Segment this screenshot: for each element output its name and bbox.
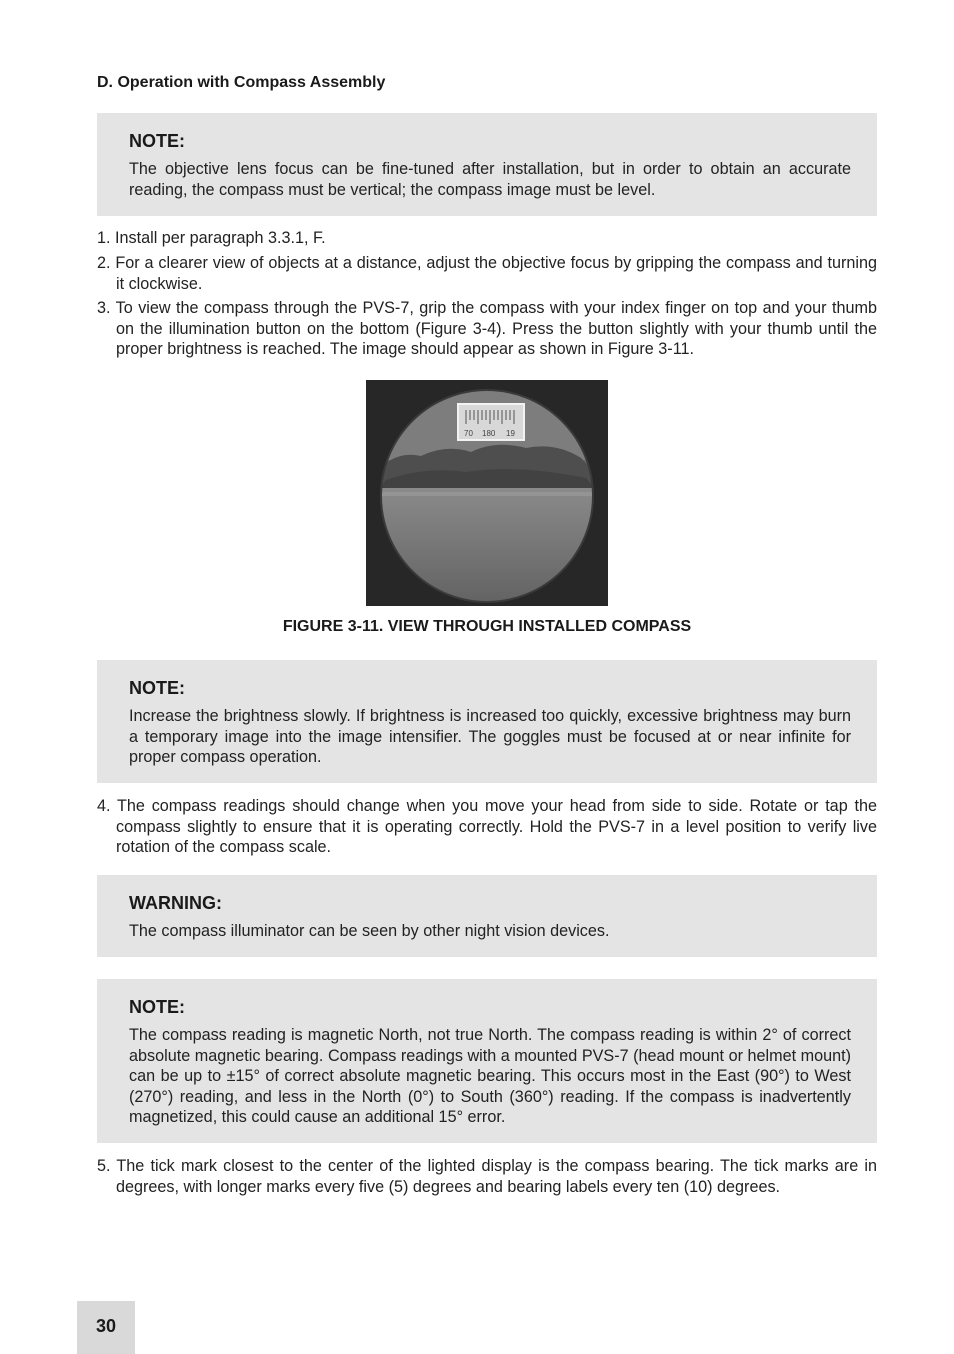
note-box <box>97 979 877 1143</box>
section-heading: D. Operation with Compass Assembly <box>97 74 386 91</box>
page-number-tab <box>77 1301 135 1354</box>
step-5: 5. The tick mark closest to the center of the lighted display is the compass bearing. The tick marks are in degrees, with longer marks every five (5) degrees and bearing labels every ten (10) degrees. <box>97 1157 877 1196</box>
scale-label: 19 <box>506 429 515 438</box>
note-title: NOTE: <box>129 997 185 1017</box>
compass-view-illustration <box>366 380 608 606</box>
step-4: 4. The compass readings should change when you move your head from side to side. Rotate or tap the compass slightly to ensure that it is operating correctly. Hold the PVS-7 in a level position to verify live rotation of the compass scale. <box>97 797 877 857</box>
figure-caption: FIGURE 3-11. VIEW THROUGH INSTALLED COMPASS <box>282 618 692 635</box>
step-1: 1. Install per paragraph 3.3.1, F. <box>97 229 326 247</box>
note-text: The objective lens focus can be fine-tuned after installation, but in order to obtain an accurate reading, the compass must be vertical; the compass image must be level. <box>129 160 851 199</box>
scale-label: 70 <box>464 429 473 438</box>
page-number: 30 <box>95 1316 117 1336</box>
step-3: 3. To view the compass through the PVS-7, grip the compass with your index finger on top and your thumb on the illumination button on the bottom (Figure 3-4). Press the button slightly with your thumb until the proper brightness is reached. The image should appear as shown in Figure 3-11. <box>97 299 877 359</box>
warning-text: The compass illuminator can be seen by other night vision devices. <box>129 922 610 940</box>
warning-box <box>97 875 877 957</box>
note-title: NOTE: <box>129 678 185 698</box>
note-text: The compass reading is magnetic North, not true North. The compass reading is within 2° of correct absolute magnetic bearing. Compass readings with a mounted PVS-7 (head mount or helmet mount) can be up to ±15° of correct absolute magnetic bearing. This occurs most in the East (90°) to West (270°) reading, and less in the North (0°) to South (360°) reading. If the compass is inadvertently magnetized, this could cause an additional 15° error. <box>129 1026 851 1127</box>
scale-label: 180 <box>482 429 496 438</box>
step-2: 2. For a clearer view of objects at a distance, adjust the objective focus by gripping the compass and turning it clockwise. <box>97 254 877 293</box>
note-box <box>97 660 877 783</box>
note-box <box>97 113 877 216</box>
compass-view-image <box>366 380 608 606</box>
note-text: Increase the brightness slowly. If brightness is increased too quickly, excessive brightness may burn a temporary image into the image intensifier. The goggles must be focused at or near infinite for proper compass operation. <box>129 707 851 767</box>
warning-title: WARNING: <box>129 893 222 913</box>
note-title: NOTE: <box>129 131 185 151</box>
